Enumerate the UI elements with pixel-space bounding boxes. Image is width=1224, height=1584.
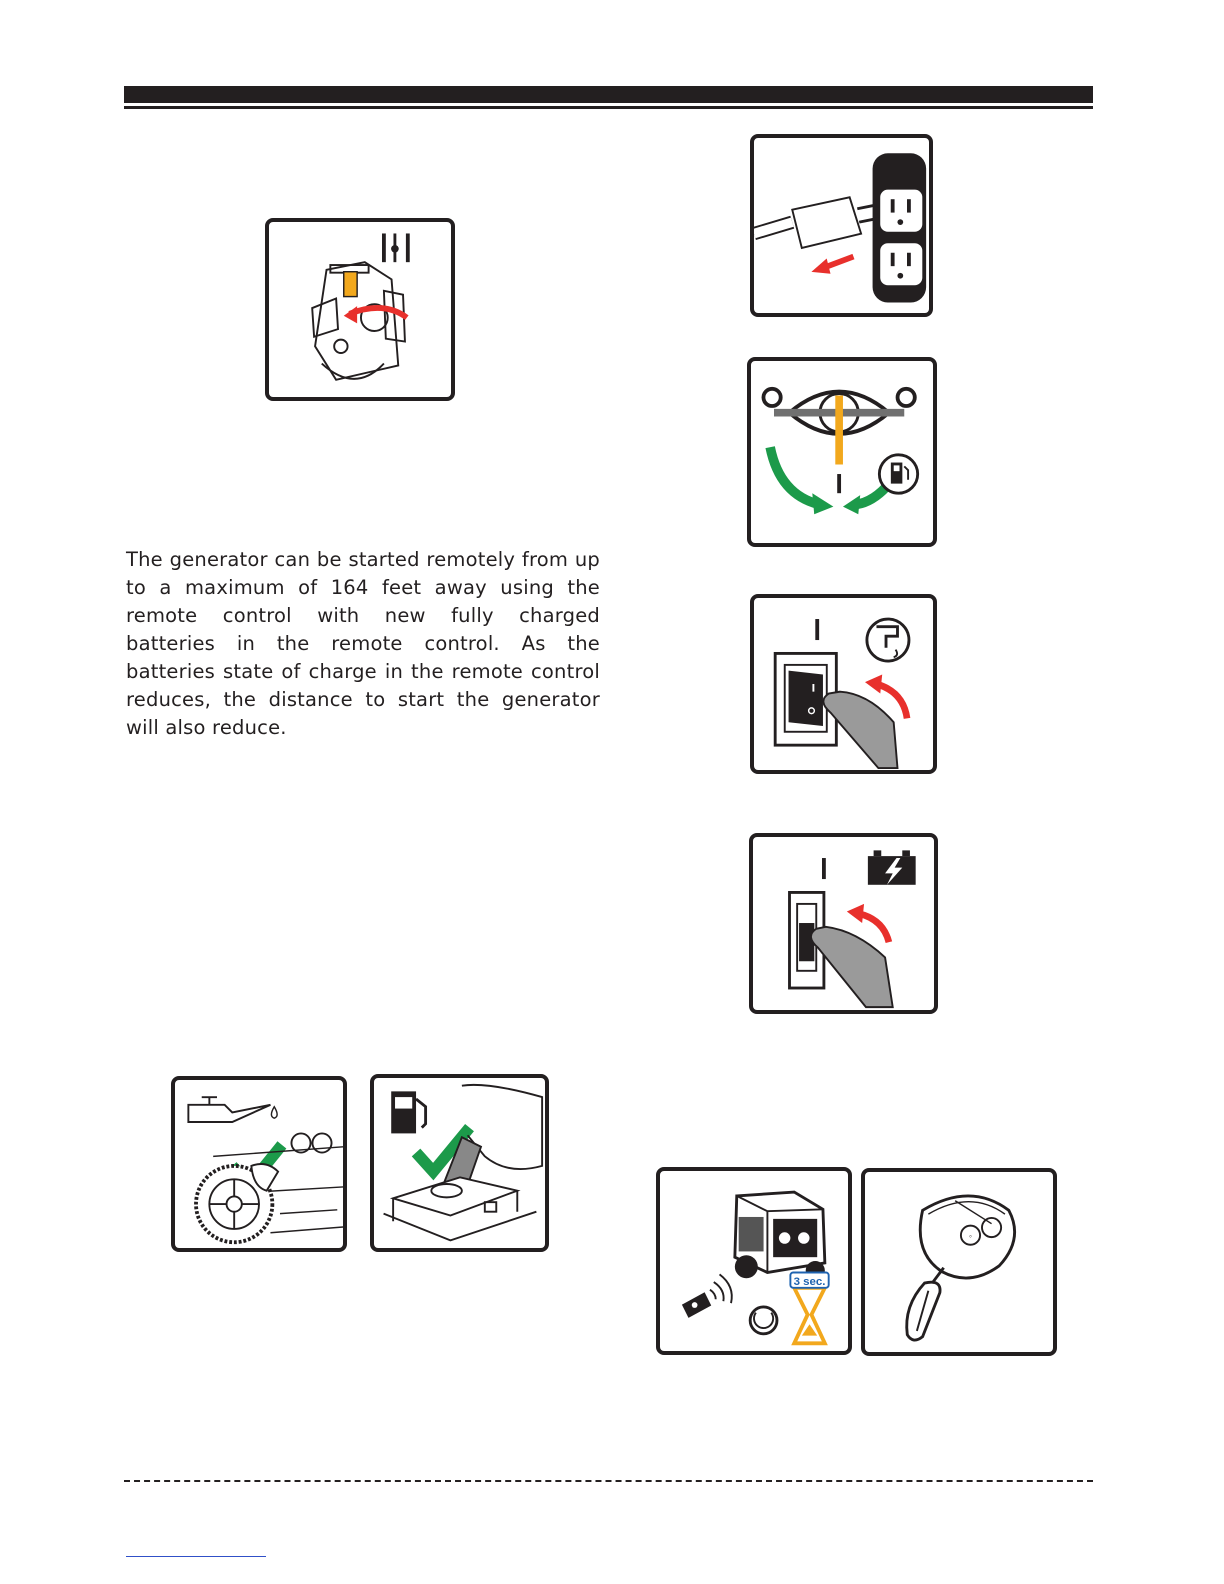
timer-label: 3 sec. xyxy=(793,1275,826,1288)
fuel-pump-icon xyxy=(374,1078,545,1248)
fuel-check-figure xyxy=(370,1074,549,1252)
header-rule xyxy=(124,106,1093,109)
fuel-valve-icon xyxy=(751,361,933,543)
carabiner-icon xyxy=(865,1172,1053,1352)
remote-fob-icon xyxy=(660,1171,848,1351)
engine-switch-icon xyxy=(754,598,933,770)
oil-check-figure xyxy=(171,1076,347,1252)
battery-switch-figure xyxy=(749,833,938,1014)
engine-switch-figure xyxy=(750,594,937,774)
remote-range-paragraph: The generator can be started remotely from up to a maximum of 164 feet away using the remote control with new fully charged batteries in the remote control. As the batteries state of charge in the remote control reduces, the distance to start the generator will also reduce. xyxy=(126,548,600,739)
unplug-figure xyxy=(750,134,933,317)
choke-lever-icon xyxy=(269,222,451,397)
header-bar xyxy=(124,86,1093,103)
choke-figure xyxy=(265,218,455,401)
oil-can-icon xyxy=(175,1080,343,1248)
footer-link-underline xyxy=(126,1556,266,1557)
remote-start-figure xyxy=(656,1167,852,1355)
fuel-valve-figure xyxy=(747,357,937,547)
remote-fob-figure xyxy=(861,1168,1057,1356)
svg-text:◦: ◦ xyxy=(968,1231,973,1242)
battery-switch-icon xyxy=(753,837,934,1010)
footer-dashed-rule xyxy=(124,1480,1093,1482)
unplug-icon xyxy=(754,138,929,313)
